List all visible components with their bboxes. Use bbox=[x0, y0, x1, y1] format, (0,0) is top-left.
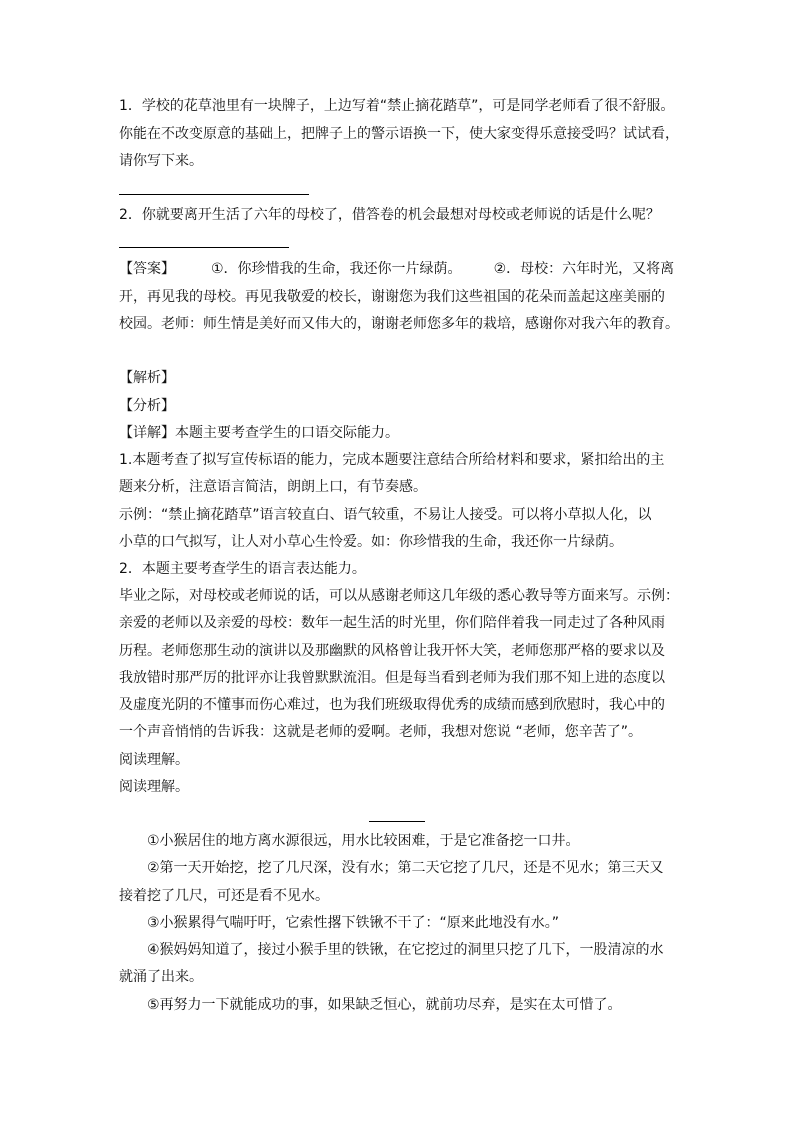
answer-line-3: 校园。老师：师生情是美好而又伟大的，谢谢老师您多年的栽培，感谢你对我六年的教育。 bbox=[119, 316, 679, 332]
analysis-heading: 【解析】 bbox=[119, 370, 175, 386]
title-blank-line bbox=[369, 821, 425, 822]
analysis-line: 及虚度光阴的不懂事而伤心难过，也为我们班级取得优秀的成绩而感到欣慰时，我心中的 bbox=[119, 697, 665, 713]
answer-part-1: ①．你珍惜我的生命，我还你一片绿荫。 bbox=[211, 261, 462, 277]
question2-line: 2．你就要离开生活了六年的母校了，借答卷的机会最想对母校或老师说的话是什么呢？ bbox=[119, 207, 660, 223]
answer-line-1 bbox=[119, 259, 679, 279]
story-paragraph-4-cont: 就涌了出来。 bbox=[119, 969, 203, 985]
answer-blank-line-1 bbox=[119, 194, 309, 195]
fenxi-heading: 【分析】 bbox=[119, 398, 175, 414]
story-paragraph-2: ②第一天开始挖，挖了几尺深，没有水；第二天它挖了几尺，还是不见水；第三天又 bbox=[147, 860, 664, 876]
analysis-line: 我放错时那严厉的批评亦让我曾默默流泪。但是每当看到老师为我们那不知上进的态度以 bbox=[119, 670, 665, 686]
analysis-line: 历程。老师您那生动的演讲以及那幽默的风格曾让我开怀大笑，老师您那严格的要求以及 bbox=[119, 643, 665, 659]
answer-label: 【答案】 bbox=[119, 261, 175, 277]
answer-blank-line-2 bbox=[119, 247, 289, 248]
analysis-line: 毕业之际，对母校或老师说的话，可以从感谢老师这几年级的悉心教导等方面来写。示例： bbox=[119, 588, 679, 604]
story-paragraph-4: ④猴妈妈知道了，接过小猴手里的铁锹，在它挖过的洞里只挖了几下，一股清凉的水 bbox=[147, 942, 664, 958]
reading-comprehension-label: 阅读理解。 bbox=[119, 752, 189, 768]
story-paragraph-3: ③小猴累得气喘吁吁，它索性撂下铁锹不干了：“原来此地没有水。” bbox=[147, 915, 560, 931]
reading-comprehension-label: 阅读理解。 bbox=[119, 779, 189, 795]
analysis-line: 题来分析，注意语言简洁，朗朗上口，有节奏感。 bbox=[119, 479, 427, 495]
question1-line-2: 你能在不改变原意的基础上，把牌子上的警示语换一下，使大家变得乐意接受吗？试试看， bbox=[119, 126, 679, 142]
analysis-line: 【详解】本题主要考查学生的口语交际能力。 bbox=[119, 425, 399, 441]
analysis-line: 2．本题主要考查学生的语言表达能力。 bbox=[119, 561, 366, 577]
analysis-line: 一个声音悄悄的告诉我：这就是老师的爱啊。老师，我想对您说 “老师，您辛苦了”。 bbox=[119, 724, 642, 740]
question1-line-3: 请你写下来。 bbox=[119, 153, 203, 169]
answer-part-2: ②．母校：六年时光，又将离 bbox=[493, 261, 675, 277]
analysis-line: 小草的口气拟写，让人对小草心生怜爱。如：你珍惜我的生命，我还你一片绿荫。 bbox=[119, 534, 623, 550]
analysis-line: 1.本题考查了拟写宣传标语的能力，完成本题要注意结合所给材料和要求，紧扣给出的主 bbox=[119, 452, 665, 468]
story-paragraph-2-cont: 接着挖了几尺，可还是看不见水。 bbox=[119, 888, 329, 904]
answer-line-2: 开，再见我的母校。再见我敬爱的校长，谢谢您为我们这些祖国的花朵而盖起这座美丽的 bbox=[119, 289, 665, 305]
question1-line-1: 1．学校的花草池里有一块牌子，上边写着“禁止摘花踏草”，可是同学老师看了很不舒服。 bbox=[119, 98, 675, 114]
analysis-line: 亲爱的老师以及亲爱的母校：数年一起生活的时光里，你们陪伴着我一同走过了各种风雨 bbox=[119, 615, 665, 631]
story-paragraph-5: ⑤再努力一下就能成功的事，如果缺乏恒心，就前功尽弃，是实在太可惜了。 bbox=[147, 997, 622, 1013]
analysis-line: 示例：“禁止摘花踏草”语言较直白、语气较重，不易让人接受。可以将小草拟人化，以 bbox=[119, 507, 652, 523]
story-paragraph-1: ①小猴居住的地方离水源很远，用水比较困难，于是它准备挖一口井。 bbox=[147, 833, 580, 849]
